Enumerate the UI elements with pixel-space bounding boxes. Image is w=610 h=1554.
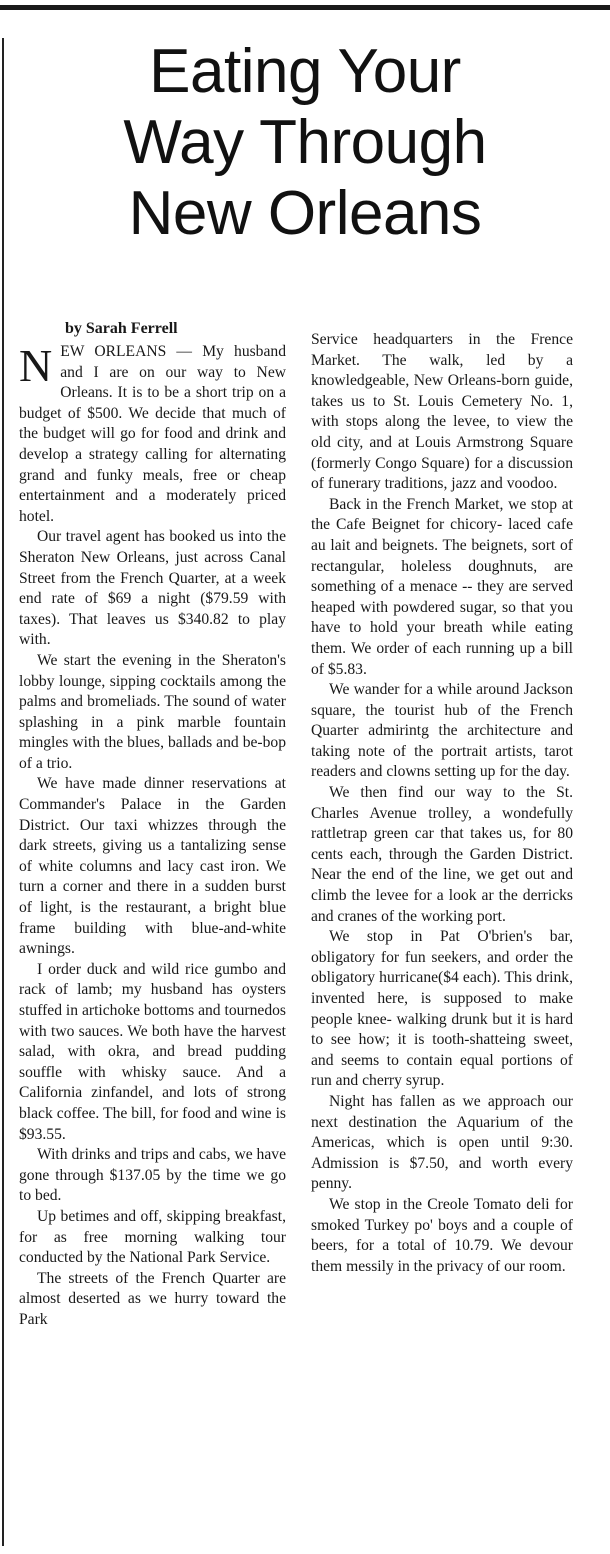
body-paragraph: With drinks and trips and cabs, we have gone through $137.05 by the time we go to bed. [19,1146,286,1205]
body-paragraph: Up betimes and off, skipping breakfast, for as free morning walking tour conducted by the National Park Service. [19,1207,286,1267]
drop-cap: N [19,340,53,391]
body-paragraph: Night has fallen as we approach our next destination the Aquarium of the Americas, which is open until 9:30. Admission is $7.50, and worth every penny. [311,1092,573,1193]
lead-paragraph-text: EW ORLEANS — My husband and I are on our way to New Orleans. It is to be a short trip on a budget of $500. We decide that much of the budget will go for food and drink and develop a strategy calling for alternating grand and funky meals, free or cheap entertainment and a moderately priced hotel. [19,343,286,525]
headline-line-2: Way Through [123,108,487,177]
left-border-rule [2,38,4,1546]
body-paragraph: The streets of the French Quarter are almost deserted as we hurry toward the Park [19,1269,286,1328]
headline-line-1: Eating Your [149,37,461,106]
article-column-right [311,330,573,1277]
body-paragraph: We wander for a while around Jackson square, the tourist hub of the French Quarter admirintg the architecture and taking note of the portrait artists, tarot readers and clowns setting up for the day. [311,681,573,781]
body-paragraph: We stop in Pat O'brien's bar, obligatory for fun seekers, and order the obligatory hurricane($4 each). This drink, invented here, is supposed to make people knee- walking drunk but it is hard to see how; it is tooth-shatteing sweet, and seems to contain equal portions of run and cherry syrup. [311,928,573,1090]
byline: by Sarah Ferrell [65,320,178,337]
body-paragraph: We start the evening in the Sheraton's lobby lounge, sipping cocktails among the palms and bromeliads. The sound of water splashing in a pink marble fountain mingles with the blues, ballads and be-bop of a trio. [19,651,286,772]
top-border-rule [0,0,610,10]
article-headline [0,36,610,249]
body-paragraph: I order duck and wild rice gumbo and rack of lamb; my husband has oysters stuffed in artichoke bottoms and tournedos with two sauces. We both have the harvest salad, with okra, and bread pudding souffle with whisky sauce. And a California zinfandel, and lots of strong black coffee. The bill, for food and wine is $93.55. [19,960,286,1143]
body-paragraph: Back in the French Market, we stop at the Cafe Beignet for chicory- laced cafe au lait and beignets. The beignets, sort of rectangular, holeless doughnuts, are something of a menace -- they are served heaped with powdered sugar, so that you have to hold your breath while eating them. We order of each running up a bill of $5.83. [311,495,573,678]
article-column-left [19,318,286,1331]
body-paragraph: We have made dinner reservations at Commander's Palace in the Garden District. Our taxi whizzes through the dark streets, giving us a tantalizing sense of white columns and lacy cast iron. We turn a corner and there in a sudden burst of light, is the restaurant, a bright blue frame building with blue-and-white awnings. [19,775,286,958]
continued-paragraph: Service headquarters in the Frence Market. The walk, led by a knowledgeable, New Orleans-born guide, takes us to St. Louis Cemetery No. 1, with stops along the levee, to view the old city, and at Louis Armstrong Square (formerly Congo Square) for a discussion of funerary traditions, jazz and voodoo. [311,331,573,493]
body-paragraph: We then find our way to the St. Charles Avenue trolley, a wondefully rattletrap green car that takes us, for 80 cents each, through the Garden District. Near the end of the line, we get out and climb the levee for a look ar the derricks and cranes of the working port. [311,784,573,925]
body-paragraph: Our travel agent has booked us into the Sheraton New Orleans, just across Canal Street from the French Quarter, at a week end rate of $69 a night ($79.59 with taxes). That leaves us $340.82 to play with. [19,528,286,649]
lead-paragraph [19,342,286,527]
headline-line-3: New Orleans [128,179,482,248]
body-paragraph: We stop in the Creole Tomato deli for smoked Turkey po' boys and a couple of beers, for a total of 10.79. We devour them messily in the privacy of our room. [311,1195,573,1275]
